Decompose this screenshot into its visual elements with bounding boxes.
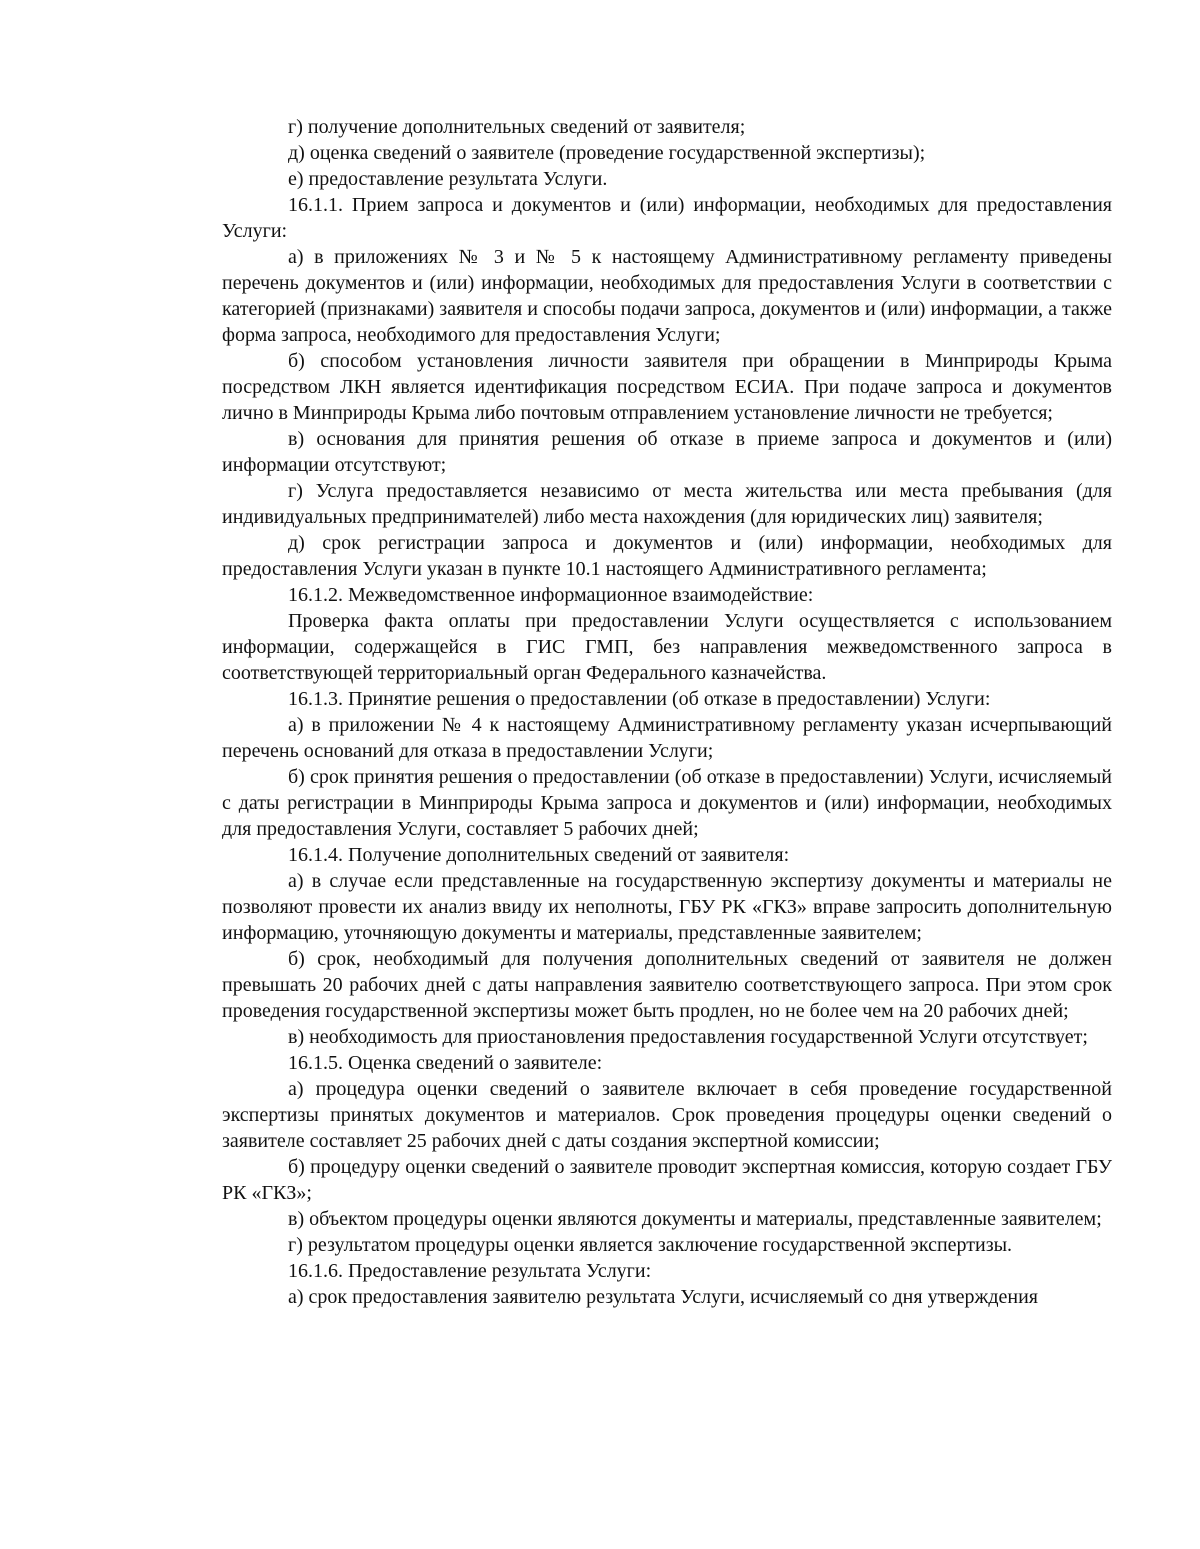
paragraph-16-1-1-a: а) в приложениях № 3 и № 5 к настоящему Административному регламенту приведены перечень документов и (или) информации, необходимых для предоставления Услуги в соответствии с категорией (признаками) заявителя и способы подачи запроса, документов и (или) информации, а также форма запроса, необходимого для предоставления Услуги;: [222, 246, 1112, 346]
section-16-1-1-heading: 16.1.1. Прием запроса и документов и (или) информации, необходимых для предоставления Услуги:: [222, 194, 1112, 242]
section-16-1-4-heading: 16.1.4. Получение дополнительных сведений от заявителя:: [288, 844, 790, 866]
paragraph-16-1-1-d: д) срок регистрации запроса и документов и (или) информации, необходимых для предоставления Услуги указан в пункте 10.1 настоящего Административного регламента;: [222, 532, 1112, 580]
section-16-1-5-heading: 16.1.5. Оценка сведений о заявителе:: [288, 1052, 603, 1074]
document-page: [222, 114, 1112, 1310]
paragraph-16-1-5-v: в) объектом процедуры оценки являются документы и материалы, представленные заявителем;: [288, 1208, 1102, 1230]
list-item-e-result: е) предоставление результата Услуги.: [288, 168, 608, 190]
paragraph-16-1-3-a: а) в приложении № 4 к настоящему Административному регламенту указан исчерпывающий перечень оснований для отказа в предоставлении Услуги;: [222, 714, 1112, 762]
list-item-g-additional-info: г) получение дополнительных сведений от заявителя;: [288, 116, 746, 138]
paragraph-16-1-5-b: б) процедуру оценки сведений о заявителе проводит экспертная комиссия, которую создает ГБУ РК «ГКЗ»;: [222, 1156, 1112, 1204]
paragraph-16-1-4-a: а) в случае если представленные на государственную экспертизу документы и материалы не позволяют провести их анализ ввиду их неполноты, ГБУ РК «ГКЗ» вправе запросить дополнительную информацию, уточняющую документы и материалы, представленные заявителем;: [222, 870, 1112, 944]
list-item-d-assessment: д) оценка сведений о заявителе (проведение государственной экспертизы);: [288, 142, 926, 164]
paragraph-16-1-3-b: б) срок принятия решения о предоставлении (об отказе в предоставлении) Услуги, исчисляемый с даты регистрации в Минприроды Крыма запроса и документов и (или) информации, необходимых для предоставления Услуги, составляет 5 рабочих дней;: [222, 766, 1112, 840]
section-16-1-6-heading: 16.1.6. Предоставление результата Услуги:: [288, 1260, 652, 1282]
paragraph-16-1-5-g: г) результатом процедуры оценки является заключение государственной экспертизы.: [288, 1234, 1013, 1256]
section-16-1-3-heading: 16.1.3. Принятие решения о предоставлении (об отказе в предоставлении) Услуги:: [288, 688, 991, 710]
paragraph-16-1-4-b: б) срок, необходимый для получения дополнительных сведений от заявителя не должен превышать 20 рабочих дней с даты направления заявителю соответствующего запроса. При этом срок проведения государственной экспертизы может быть продлен, но не более чем на 20 рабочих дней;: [222, 948, 1112, 1022]
paragraph-16-1-1-v: в) основания для принятия решения об отказе в приеме запроса и документов и (или) информации отсутствуют;: [222, 428, 1112, 476]
paragraph-16-1-4-v: в) необходимость для приостановления предоставления государственной Услуги отсутствует;: [288, 1026, 1088, 1048]
section-16-1-2-heading: 16.1.2. Межведомственное информационное взаимодействие:: [288, 584, 814, 606]
paragraph-16-1-6-a: а) срок предоставления заявителю результата Услуги, исчисляемый со дня утверждения: [288, 1286, 1038, 1308]
paragraph-16-1-5-a: а) процедура оценки сведений о заявителе включает в себя проведение государственной экспертизы принятых документов и материалов. Срок проведения процедуры оценки сведений о заявителе составляет 25 рабочих дней с даты создания экспертной комиссии;: [222, 1078, 1112, 1152]
paragraph-16-1-1-b: б) способом установления личности заявителя при обращении в Минприроды Крыма посредством ЛКН является идентификация посредством ЕСИА. При подаче запроса и документов лично в Минприроды Крыма либо почтовым отправлением установление личности не требуется;: [222, 350, 1112, 424]
paragraph-16-1-1-g: г) Услуга предоставляется независимо от места жительства или места пребывания (для индивидуальных предпринимателей) либо места нахождения (для юридических лиц) заявителя;: [222, 480, 1112, 528]
paragraph-16-1-2-text: Проверка факта оплаты при предоставлении Услуги осуществляется с использованием информации, содержащейся в ГИС ГМП, без направления межведомственного запроса в соответствующей территориальный орган Федерального казначейства.: [222, 610, 1112, 684]
